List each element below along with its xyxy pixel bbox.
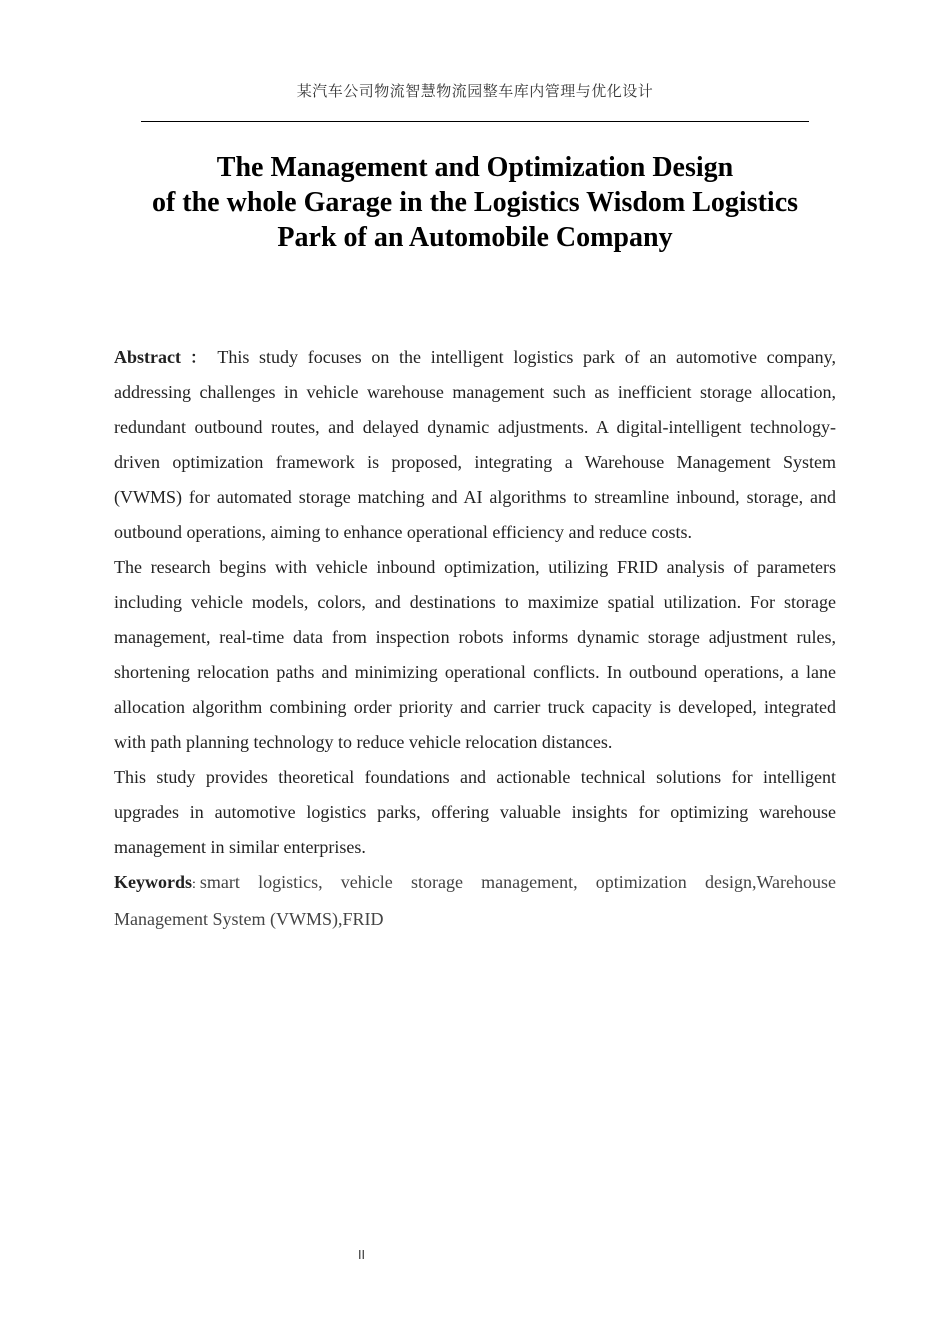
running-header: 某汽车公司物流智慧物流园整车库内管理与优化设计 <box>296 82 654 100</box>
keywords-text: smart logistics, vehicle storage management, optimization design,Warehouse Management System (VWMS),FRID <box>114 872 836 929</box>
title-line: Park of an Automobile Company <box>277 222 673 253</box>
title-line: The Management and Optimization Design <box>216 152 734 183</box>
abstract-paragraph <box>114 340 836 550</box>
keywords-label: Keywords <box>114 872 192 892</box>
abstract-paragraph: The research begins with vehicle inbound optimization, utilizing FRID analysis of parameters including vehicle models, colors, and destinations to maximize spatial utilization. For storage management, real-time data from inspection robots informs dynamic storage adjustment rules, shortening relocation paths and minimizing operational conflicts. In outbound operations, a lane allocation algorithm combining order priority and carrier truck capacity is developed, integrated with path planning technology to reduce vehicle relocation distances. <box>114 557 836 752</box>
title-line: of the whole Garage in the Logistics Wisdom Logistics <box>151 187 799 218</box>
page-number: II <box>358 1248 366 1262</box>
keywords-line <box>114 865 836 937</box>
keywords-separator: : <box>192 877 196 892</box>
abstract-separator: ： <box>184 348 212 367</box>
paper-title <box>100 150 850 255</box>
abstract-label: Abstract <box>114 347 181 367</box>
abstract-text: This study focuses on the intelligent logistics park of an automotive company, addressing challenges in vehicle warehouse management such as inefficient storage allocation, redundant outbound routes, and delayed dynamic adjustments. A digital-intelligent technology-driven optimization framework is proposed, integrating a Warehouse Management System (VWMS) for automated storage matching and AI algorithms to streamline inbound, storage, and outbound operations, aiming to enhance operational efficiency and reduce costs. <box>114 347 836 542</box>
header-divider <box>141 121 809 122</box>
abstract-paragraph: This study provides theoretical foundations and actionable technical solutions for intelligent upgrades in automotive logistics parks, offering valuable insights for optimizing warehouse management in similar enterprises. <box>114 767 836 857</box>
abstract-section <box>114 340 836 937</box>
